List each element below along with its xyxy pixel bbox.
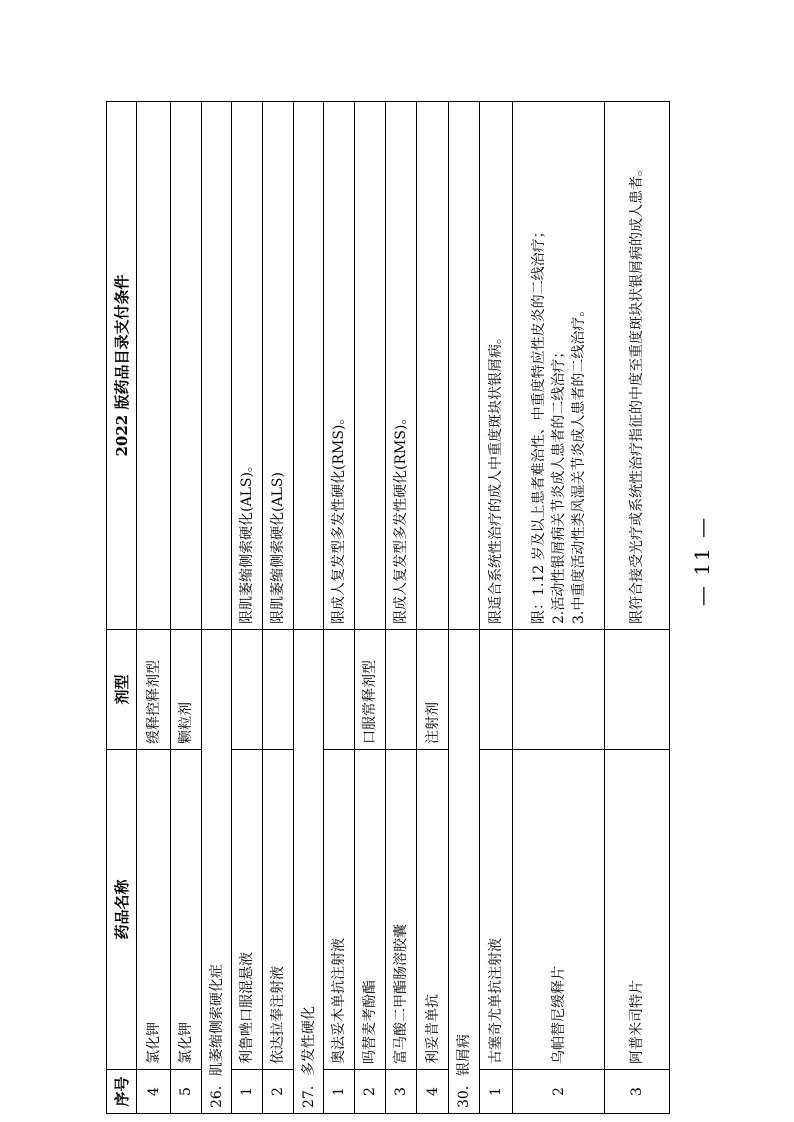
header-payment-conditions: 2022 版药品目录支付条件 [107, 102, 137, 630]
page-number: — 11 — [690, 515, 714, 607]
cell-seq: 1 [480, 1070, 513, 1114]
cell-drug-name: 富马酸二甲酯肠溶胶囊 [386, 750, 417, 1070]
table-row [171, 102, 202, 1114]
cell-seq: 3 [605, 1070, 670, 1114]
cell-dosage-form: 颗粒剂 [171, 630, 202, 750]
cell-conditions: 限符合接受光疗或系统性治疗指征的中度至重度斑块状银屑病的成人患者。 [605, 102, 670, 630]
category-label: 27．多发性硬化 [294, 630, 324, 1114]
cell-drug-name: 利妥昔单抗 [417, 750, 449, 1070]
cell-seq: 1 [232, 1070, 263, 1114]
cell-seq: 5 [171, 1070, 202, 1114]
condition-line: 限：1.12 岁及以上患者难治性、中重度特应性皮炎的二线治疗； [530, 224, 547, 624]
cell-drug-name: 奥法妥木单抗注射液 [324, 750, 355, 1070]
cell-drug-name: 乌帕替尼缓释片 [513, 750, 605, 1070]
cell-conditions: 限成人复发型多发性硬化(RMS)。 [324, 102, 355, 630]
cell-drug-name: 吗替麦考酚酯 [355, 750, 386, 1070]
cell-conditions [171, 102, 202, 630]
cell-conditions: 限适合系统性治疗的成人中重度斑块状银屑病。 [480, 102, 513, 630]
cell-drug-name: 古塞奇尤单抗注射液 [480, 750, 513, 1070]
category-row [294, 102, 324, 1114]
cell-seq: 3 [386, 1070, 417, 1114]
cell-conditions [417, 102, 449, 630]
table-row [355, 102, 386, 1114]
header-seq: 序号 [107, 1070, 137, 1114]
cell-seq: 2 [263, 1070, 294, 1114]
category-row [202, 102, 232, 1114]
table-row [232, 102, 263, 1114]
cell-dosage-form [513, 630, 605, 750]
category-row [449, 102, 480, 1114]
cell-dosage-form [386, 630, 417, 750]
cell-dosage-form [324, 630, 355, 750]
cell-conditions [355, 102, 386, 630]
cell-drug-name: 氯化钾 [137, 750, 171, 1070]
cell-seq: 4 [417, 1070, 449, 1114]
category-label: 26．肌萎缩侧索硬化症 [202, 630, 232, 1114]
cell-drug-name: 利鲁唑口服混悬液 [232, 750, 263, 1070]
condition-line: 3.中重度活动性类风湿关节炎成人患者的二线治疗。 [570, 302, 587, 624]
header-drug-name: 药品名称 [107, 750, 137, 1070]
cell-dosage-form [605, 630, 670, 750]
table-header-row [107, 102, 137, 1114]
cell-dosage-form: 缓释控释剂型 [137, 630, 171, 750]
table-row [386, 102, 417, 1114]
cell-conditions: 限肌萎缩侧索硬化(ALS)。 [232, 102, 263, 630]
cell-conditions-multiline [513, 102, 605, 630]
drug-payment-table [106, 101, 670, 1114]
cell-seq: 2 [355, 1070, 386, 1114]
cell-seq: 4 [137, 1070, 171, 1114]
cell-conditions [137, 102, 171, 630]
cell-dosage-form [263, 630, 294, 750]
category-label: 30．银屑病 [449, 630, 480, 1114]
header-dosage-form: 剂型 [107, 630, 137, 750]
cell-drug-name: 阿普米司特片 [605, 750, 670, 1070]
cell-drug-name: 氯化钾 [171, 750, 202, 1070]
table-row [605, 102, 670, 1114]
table-row [417, 102, 449, 1114]
table-row [480, 102, 513, 1114]
cell-drug-name: 依达拉奉注射液 [263, 750, 294, 1070]
table-row [324, 102, 355, 1114]
table-row [263, 102, 294, 1114]
cell-seq: 2 [513, 1070, 605, 1114]
cell-conditions: 限肌萎缩侧索硬化(ALS) [263, 102, 294, 630]
condition-line: 2.活动性银屑病关节炎成人患者的二线治疗； [550, 344, 567, 624]
cell-conditions: 限成人复发型多发性硬化(RMS)。 [386, 102, 417, 630]
cell-dosage-form [480, 630, 513, 750]
cell-dosage-form: 口服常释剂型 [355, 630, 386, 750]
table-row [513, 102, 605, 1114]
category-blank-cell [202, 102, 232, 630]
rotated-table-container [106, 102, 674, 1114]
cell-dosage-form: 注射剂 [417, 630, 449, 750]
category-blank-cell [449, 102, 480, 630]
category-blank-cell [294, 102, 324, 630]
table-row [137, 102, 171, 1114]
cell-dosage-form [232, 630, 263, 750]
cell-seq: 1 [324, 1070, 355, 1114]
